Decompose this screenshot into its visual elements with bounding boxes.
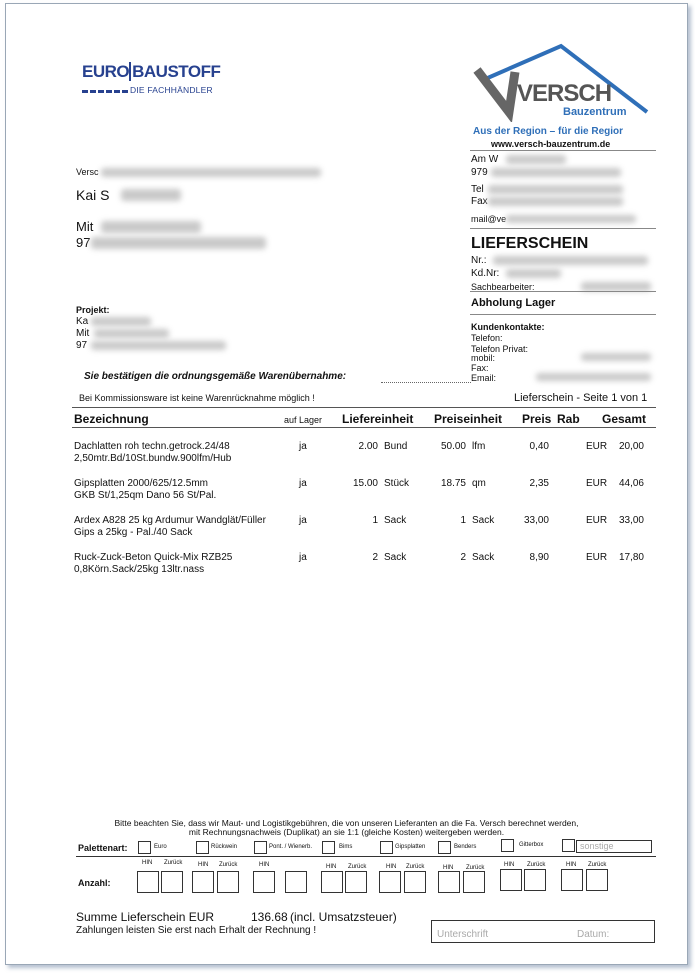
project-line-2: Mit bbox=[76, 328, 90, 339]
sender-line: Versc bbox=[76, 167, 99, 177]
payment-note: Zahlungen leisten Sie erst nach Erhalt der Rechnung ! bbox=[76, 925, 317, 936]
date-label: Datum: bbox=[577, 929, 610, 940]
contacts-title: Kundenkontakte: bbox=[471, 322, 545, 332]
count-euro-back[interactable] bbox=[161, 871, 183, 893]
count-benders-back[interactable] bbox=[463, 871, 485, 893]
eurobaustoff-logo: EURO BAUSTOFF DIE FACHHÄNDLER bbox=[82, 62, 221, 95]
company-fax: Fax bbox=[471, 196, 488, 207]
col-header-price: Preis bbox=[522, 412, 552, 426]
recipient-city: 97 bbox=[76, 235, 91, 250]
pallet-bims-label: Bims bbox=[339, 844, 353, 850]
count-rueckwein-hin[interactable] bbox=[192, 871, 214, 893]
col-header-stock: auf Lager bbox=[284, 415, 323, 425]
col-header-desc: Bezeichnung bbox=[74, 412, 149, 426]
contacts-mobil: mobil: bbox=[471, 353, 496, 363]
contacts-email: Email: bbox=[471, 373, 497, 383]
pallet-bims-checkbox[interactable] bbox=[322, 841, 335, 854]
pallet-euro-label: Euro bbox=[154, 844, 167, 850]
recipient-name: Kai S bbox=[76, 187, 110, 203]
contacts-tel-priv: Telefon Privat: bbox=[471, 344, 529, 354]
doc-pickup: Abholung Lager bbox=[471, 297, 556, 309]
doc-nr: Nr.: bbox=[471, 255, 487, 266]
sum-value: 136.68 bbox=[251, 910, 288, 924]
company-city: 979 bbox=[471, 167, 488, 178]
contacts-fax: Fax: bbox=[471, 363, 489, 373]
pallet-count-label: Anzahl: bbox=[78, 878, 111, 888]
page-info: Lieferschein - Seite 1 von 1 bbox=[514, 392, 648, 404]
count-euro-hin[interactable] bbox=[137, 871, 159, 893]
pallet-euro-checkbox[interactable] bbox=[138, 841, 151, 854]
company-mail: mail@ve bbox=[471, 214, 507, 224]
contacts-tel: Telefon: bbox=[471, 333, 503, 343]
count-other-hin[interactable] bbox=[561, 869, 583, 891]
delivery-note-page: EURO BAUSTOFF DIE FACHHÄNDLER VERSCH Bauzentrum Aus der Region – für die Regior www.versch-bauzentrum.de Versc Kai S Mit 97 Am W 979 Tel Fax mail@ve LIEFERSCHEIN Nr.: Kd.Nr: Sachbearbeiter: Abholung Lager Projekt: Ka Mit 97 Kundenkontakte: Telefon: Telefon Privat: mobil: Fax: Email: Sie bestätigen die ordnungsgemäße Warenübernahme: Bei Kommissionsware ist keine Warenrücknahme möglich ! Lieferschein - Seite 1 von 1 Bezeichnung auf Lager Liefereinheit Preiseinheit Preis Rab Gesamt Dachlatten roh techn.getrock.24/48 2,50mtr.Bd/10St.bundw.900lfm/Hub ja 2.00 Bund 50.00 lfm 0,40 EUR 20,00 Gipsplatten 2000/625/12.5mm GKB St/1,25qm Dano 56 St/Pal. ja 15.00 Stück 18.75 qm 2,35 EUR 44,06 Ardex A828 25 kg Ardumur Wandglät/Füller Gips a 25kg - Pal./40 Sack ja 1 Sack 1 Sack 33,00 EUR 33,00 Ruck-Zuck-Beton Quick-Mix RZB25 0,8Körn.Sack/25kg 13ltr.nass ja 2 Sack 2 Sack 8,90 EUR 17,80 Bitte beachten Sie, dass wir Maut- und Logistikgebühren, die von unseren Lieferanten an die Fa. Versch berechnet werden, mit Rechnungsnachweis (Duplikat) an sie 1:1 (gleiche Kosten) weitergeben werden. Palettenart: Euro Rückwein Pont. / Wienerb. Bims Gipsplatten Benders Gitterbox sonstige HIN Zurück HIN Zurück HIN HIN Zurück HIN Zurück HIN Zurück HIN Zurück HIN Zurück Anzahl: Summe Lieferschein EUR 136.68 (incl. Umsatzsteuer) Zahlungen leisten Sie erst nach Erhalt der Rechnung ! Unterschrift Datum: bbox=[5, 3, 688, 965]
signature-label: Unterschrift bbox=[437, 929, 489, 940]
notice-line-1: Bitte beachten Sie, dass wir Maut- und Logistikgebühren, die von unseren Lieferanten an die Fa. Versch berechnet werden, bbox=[114, 818, 579, 828]
count-gips-back[interactable] bbox=[404, 871, 426, 893]
count-bims-hin[interactable] bbox=[321, 871, 343, 893]
col-header-unit-qty: Liefereinheit bbox=[342, 412, 414, 426]
pallet-label: Palettenart: bbox=[78, 843, 128, 853]
company-street: Am W bbox=[471, 154, 499, 165]
doc-title: LIEFERSCHEIN bbox=[471, 235, 589, 252]
count-other-back[interactable] bbox=[586, 869, 608, 891]
pallet-rueckwein-label: Rückwein bbox=[211, 844, 238, 850]
pallet-gitterbox-checkbox[interactable] bbox=[501, 839, 514, 852]
count-bims-back[interactable] bbox=[345, 871, 367, 893]
col-header-discount: Rab bbox=[557, 412, 580, 426]
pallet-pont-label: Pont. / Wienerb. bbox=[269, 844, 313, 850]
pallet-other-input[interactable]: sonstige bbox=[576, 840, 652, 853]
doc-kdnr: Kd.Nr: bbox=[471, 268, 500, 279]
doc-clerk: Sachbearbeiter: bbox=[471, 282, 535, 292]
pallet-gitterbox-label: Gitterbox bbox=[519, 842, 544, 848]
sum-label: Summe Lieferschein EUR bbox=[76, 910, 215, 924]
recipient-street: Mit bbox=[76, 219, 94, 234]
no-return-text: Bei Kommissionsware ist keine Warenrücknahme möglich ! bbox=[79, 393, 315, 403]
pallet-rueckwein-checkbox[interactable] bbox=[196, 841, 209, 854]
notice-line-2: mit Rechnungsnachweis (Duplikat) an sie 1:1 (gleiche Kosten) weitergeben werden. bbox=[188, 827, 505, 837]
pallet-benders-checkbox[interactable] bbox=[438, 841, 451, 854]
pallet-pont-checkbox[interactable] bbox=[254, 841, 267, 854]
count-rueckwein-back[interactable] bbox=[217, 871, 239, 893]
pallet-gips-label: Gipsplatten bbox=[395, 844, 426, 850]
project-line-1: Ka bbox=[76, 316, 89, 327]
sum-tax: (incl. Umsatzsteuer) bbox=[290, 910, 397, 924]
signature-box[interactable] bbox=[431, 920, 655, 943]
col-header-total: Gesamt bbox=[602, 412, 647, 426]
project-label: Projekt: bbox=[76, 305, 110, 315]
count-benders-hin[interactable] bbox=[438, 871, 460, 893]
pallet-benders-label: Benders bbox=[454, 844, 477, 850]
count-gitterbox-back[interactable] bbox=[524, 869, 546, 891]
count-gitterbox-hin[interactable] bbox=[500, 869, 522, 891]
pallet-gips-checkbox[interactable] bbox=[380, 841, 393, 854]
confirm-text: Sie bestätigen die ordnungsgemäße Warenübernahme: bbox=[84, 371, 347, 382]
col-header-price-unit: Preiseinheit bbox=[434, 412, 503, 426]
company-tel: Tel bbox=[471, 184, 484, 195]
count-pont-hin[interactable] bbox=[253, 871, 275, 893]
project-line-3: 97 bbox=[76, 340, 88, 351]
count-gips-hin[interactable] bbox=[379, 871, 401, 893]
count-pont-back[interactable] bbox=[285, 871, 307, 893]
pallet-other-checkbox[interactable] bbox=[562, 839, 575, 852]
versch-logo: VERSCH Bauzentrum Aus der Region – für die Regior www.versch-bauzentrum.de bbox=[471, 42, 651, 152]
